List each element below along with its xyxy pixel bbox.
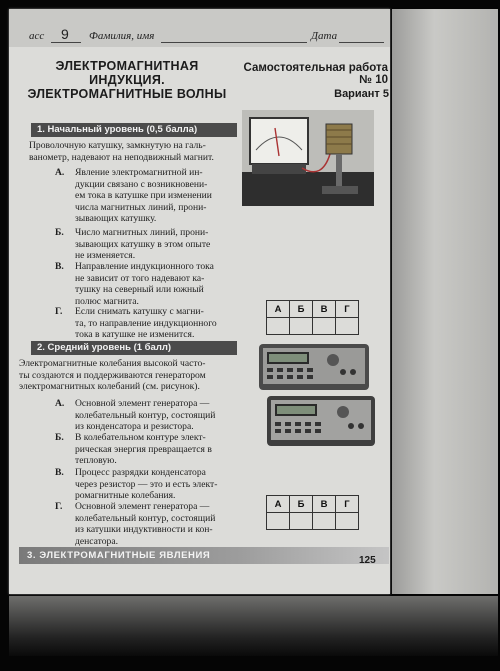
section1-intro: Проволочную катушку, замкнутую на галь- ванометр, надевают на неподвижный магнит. bbox=[29, 140, 214, 163]
section2-intro: Электромагнитные колебания высокой часто- ты создаются и поддерживаются генератором электромагнитных колебаний (см. рисунок). bbox=[19, 358, 206, 393]
date-label: Дата bbox=[311, 30, 338, 42]
s2-answer-table bbox=[266, 495, 359, 530]
page-header-band bbox=[9, 9, 390, 47]
class-label: асс bbox=[29, 30, 45, 42]
s2-answer-header-b: Б bbox=[290, 496, 313, 513]
chapter-footer: 3. ЭЛЕКТРОМАГНИТНЫЕ ЯВЛЕНИЯ bbox=[19, 547, 389, 564]
s1-answer-header-a: А bbox=[267, 301, 290, 318]
s1-option-c: В. Направление индукционного тока не зависит от того надевают ка- тушку на северный или южный полюс магнита. bbox=[55, 261, 214, 307]
name-label: Фамилия, имя bbox=[89, 30, 155, 42]
s1-answer-cell-a[interactable] bbox=[267, 318, 290, 335]
signal-generators-photo bbox=[253, 340, 379, 452]
s2-option-b: Б. В колебательном контуре элект- рическая энергия превращается в тепловую. bbox=[55, 432, 212, 467]
variant-label: Вариант 5 bbox=[334, 88, 389, 100]
s2-answer-header-c: В bbox=[313, 496, 336, 513]
s2-option-a: А. Основной элемент генератора — колебательный контур, состоящий из конденсатора и резистора. bbox=[55, 398, 216, 433]
s1-answer-cell-b[interactable] bbox=[290, 318, 313, 335]
s2-answer-cell-b[interactable] bbox=[290, 513, 313, 530]
s1-answer-cell-d[interactable] bbox=[336, 318, 359, 335]
topic-title: ЭЛЕКТРОМАГНИТНАЯ ИНДУКЦИЯ. ЭЛЕКТРОМАГНИТНЫЕ ВОЛНЫ bbox=[27, 59, 227, 101]
s2-answer-cell-a[interactable] bbox=[267, 513, 290, 530]
s2-answer-cell-d[interactable] bbox=[336, 513, 359, 530]
section1-heading: 1. Начальный уровень (0,5 балла) bbox=[31, 123, 237, 137]
class-value: 9 bbox=[61, 26, 69, 42]
s1-answer-header-c: В bbox=[313, 301, 336, 318]
s1-option-a: А. Явление электромагнитной ин- дукции связано с возникновени- ем тока в катушке при изменении числа магнитных линий, прони- зывающих катушку. bbox=[55, 167, 212, 225]
s1-option-b: Б. Число магнитных линий, прони- зывающих катушку в этом опыте не изменяется. bbox=[55, 227, 211, 262]
class-underline bbox=[51, 42, 81, 43]
adjacent-page-edge bbox=[392, 9, 498, 594]
scan-shadow bbox=[9, 596, 498, 656]
s2-option-d: Г. Основной элемент генератора — колебательный контур, состоящий из катушки индуктивности и кон- денсатора. bbox=[55, 501, 216, 547]
s1-answer-header-d: Г bbox=[336, 301, 359, 318]
date-underline bbox=[339, 42, 384, 43]
s2-answer-header-d: Г bbox=[336, 496, 359, 513]
s1-option-d: Г. Если снимать катушку с магни- та, то направление индукционного тока в катушке не изменится. bbox=[55, 306, 217, 341]
s1-answer-table bbox=[266, 300, 359, 335]
workbook-page bbox=[9, 9, 390, 594]
page-number: 125 bbox=[359, 555, 376, 566]
s1-answer-cell-c[interactable] bbox=[313, 318, 336, 335]
s2-answer-cell-c[interactable] bbox=[313, 513, 336, 530]
work-title: Самостоятельная работа № 10 bbox=[243, 62, 388, 86]
name-underline bbox=[161, 42, 307, 43]
section2-heading: 2. Средний уровень (1 балл) bbox=[31, 341, 237, 355]
galvanometer-coil-photo bbox=[242, 110, 374, 206]
s2-option-c: В. Процесс разрядки конденсатора через резистор — это и есть элект- ромагнитные колебания. bbox=[55, 467, 218, 502]
s2-answer-header-a: А bbox=[267, 496, 290, 513]
s1-answer-header-b: Б bbox=[290, 301, 313, 318]
